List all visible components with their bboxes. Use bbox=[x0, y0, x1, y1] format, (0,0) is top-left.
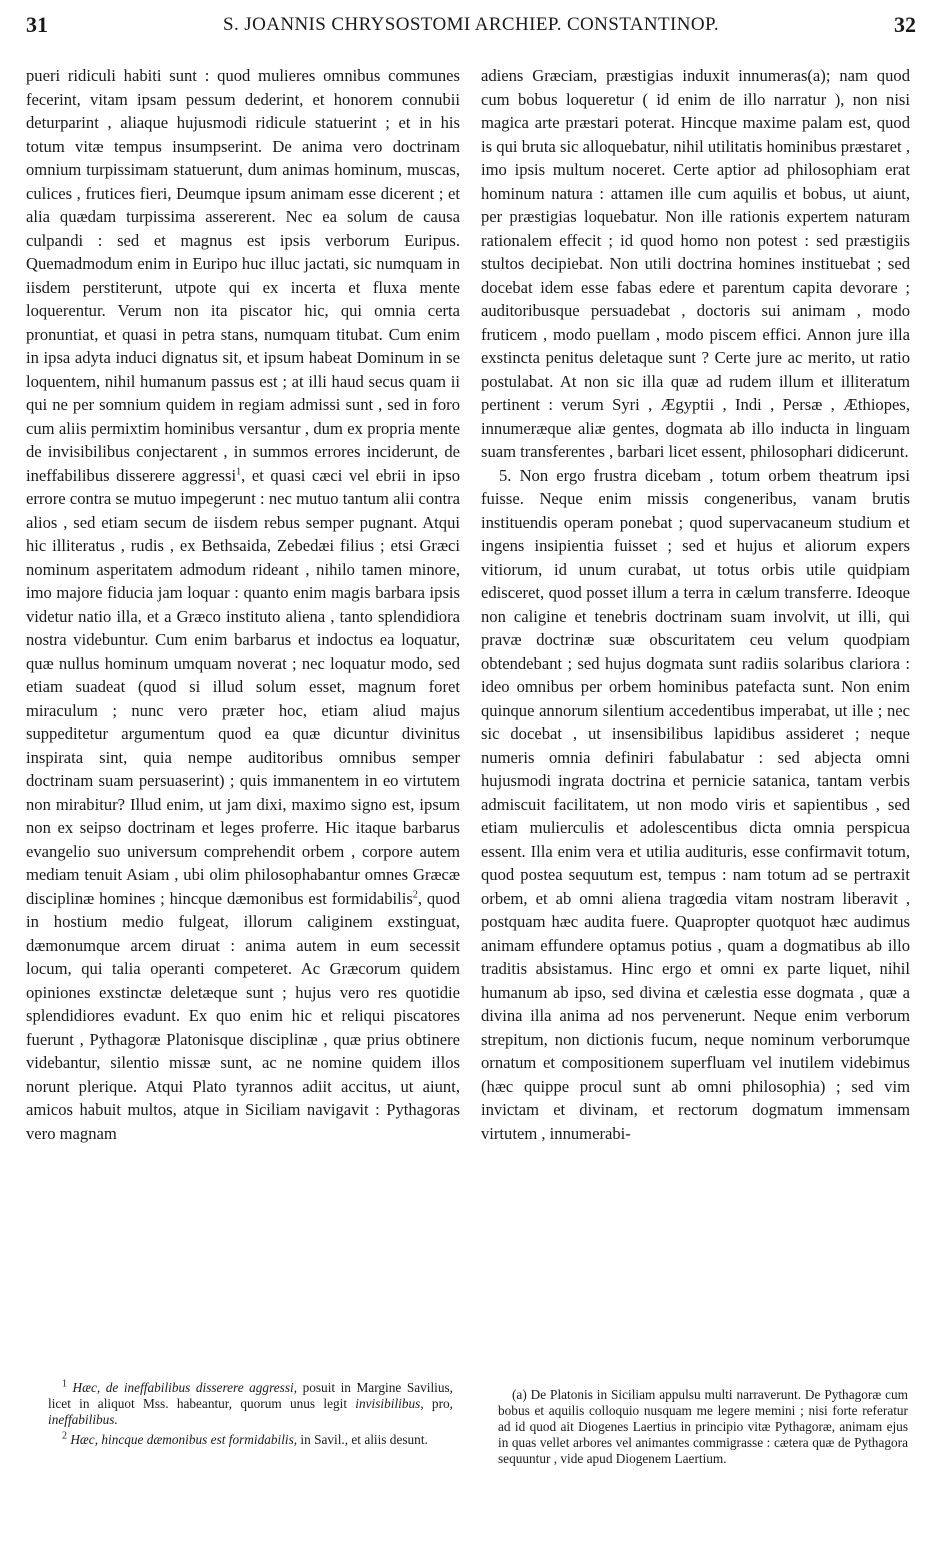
footnote-2-text: in Savil., et aliis desunt. bbox=[297, 1432, 428, 1447]
left-column bbox=[26, 64, 460, 1145]
footnote-1-text: posuit in Margine Savilius, licet in aliquot Mss. habeantur, quorum unus legit bbox=[48, 1380, 453, 1411]
footnote-1-italic-2: invisibilibus, bbox=[347, 1396, 424, 1411]
right-paragraph-2: 5. Non ergo frustra dicebam , totum orbem theatrum ipsi fuisse. Neque enim missis congeneribus, vanam brutis instituendis operam ponebat ; quod supervacaneum studium et ingens insipientia fuisset ; sed et hujus et aliorum expers vitiorum, id unum curabat, ut totus orbis utile quidpiam edisceret, quod posset illum a terra in cælum transferre. Ideoque non caligine et tenebris doctrinam suam involvit, ut illi, qui pravæ doctrinæ suæ obscuritatem ceu velum quodpiam obtendebant ; sed hujus dogmata sunt radiis solaribus clariora : ideo omnibus per orbem hominibus patefacta sunt. Non enim quinque annorum silentium accedentibus imperabat, ut ille ; nec sic docebat , ut insensibilibus lapidibus assideret ; neque numeris omnia definiri fabulabatur : sed abjecta omni hujusmodi ingrata doctrina et pernicie satanica, tantam verbis admiscuit facilitatem, ut non modo viris et sapientibus , sed etiam mulierculis et adolescentibus dicta omnia perspicua essent. Illa enim vera et utilia audituris, esse confirmavit totum, quod postea sequutum est, tempus : nam totum ad se pertraxit orbem, et ab omni aliena tragœdia vitam nostram liberavit , postquam hæc audita fuere. Quapropter quotquot hæc audimus animam effundere optamus potius , quam a dogmatibus ab illo traditis absistamus. Hinc ergo et omni ex parte liquet, nihil humanum ab ipso, sed divina et cælestia esse dogmata , quæ a divina illa anima ad nos pervenerunt. Neque enim verborum strepitum, non dictionis fucum, neque nominum verborumque ornatum et compositionem superfluam vel inutilem videbimus (hæc quippe procul sunt ab omni philosophia) ; sed vim invictam et divinam, et rectorum dogmatum immensam virtutem , innumerabi- bbox=[481, 465, 910, 1143]
left-paragraph bbox=[26, 64, 460, 1145]
running-header bbox=[26, 4, 916, 42]
footnote-2-italic: Hæc, hincque dæmonibus est formidabilis, bbox=[70, 1432, 298, 1447]
footnote-1-text-2: pro, bbox=[423, 1396, 453, 1411]
footnote-ref-2[interactable]: 2 bbox=[412, 888, 418, 900]
running-title: S. JOANNIS CHRYSOSTOMI ARCHIEP. CONSTANTINOP. bbox=[223, 14, 719, 35]
page-number-left: 31 bbox=[26, 12, 48, 37]
left-text-1: pueri ridiculi habiti sunt : quod mulieres omnibus communes fecerint, vitam ipsam pessum dederint, et honorem connubii deturparint , aliaque hujusmodi ridicule statuerint ; et in his totum vitæ tempus insumpserint. De anima vero doctrinam omnium turpissimam statuerunt, dum animas hominum, muscas, culices , frutices fieri, Deumque ipsum animam esse dicerent ; et alia quædam turpissima assererent. Nec ea solum de causa culpandi : sed et magnus est ipsis verborum Euripus. Quemadmodum enim in Euripo huc illuc jactati, sic numquam in iisdem perstiterunt, utpote qui ex incerta et fluxa mente loquerentur. Verum non ita piscator hic, qui omnia certa pronuntiat, et quasi in petra stans, numquam titubat. Cum enim in ipsa adyta induci dignatus sit, et ipsum habeat Dominum in se loquentem, nihil humanum passus est ; at illi haud secus quam ii qui ne per somnium quidem in regiam admissi sunt , sed in foro cum aliis permixtim hominibus versantur , dum ex propria mente de invisibilibus conjectarent , in summos errores inciderunt, de ineffabilibus disserere aggressi bbox=[26, 66, 460, 485]
footnote-ref-1[interactable]: 1 bbox=[236, 465, 242, 477]
footnote-a-text: De Platonis in Siciliam appulsu multi narraverunt. De Pythagoræ cum bobus et aquilis colloquio nusquam me legere memini ; nisi forte referatur ad id quod ait Diogenes Laertius in principio vitæ Pythagoræ, animam ejus in quas vellet arbores vel animantes commigrasse : cætera quæ de Pythagora sequuntur , vide apud Diogenem Laertium. bbox=[498, 1387, 908, 1466]
right-text-2: ; nam quod cum bobus loqueretur ( id enim de illo narratur ), non nisi magica arte præstari poterat. Hincque maxime palam est, quod is qui bruta sic alloquebatur, nihil utilitatis hominibus præstaret , imo ipsis multum noceret. Certe aptior ad philosophiam erat hominum natura : attamen ille cum aquilis et bobus, ut aiunt, per præstigias loquebatur. Non ille rationis expertem naturam rationalem effecit ; id quod homo non potest : sed præstigiis stultos decipiebat. Non utili doctrina homines instituebat ; sed docebat idem esse fabas edere et parentum capita devorare ; auditoribusque persuadebat , doctoris sui animam , modo fruticem , modo puellam , modo piscem effici. Annon jure illa exstincta penitus deletaque sunt ? Certe jure ac merito, ut ratio postulabat. At non sic illa quæ ad rudem illum et illiteratum pertinent : verum Syri , Ægyptii , Indi , Persæ , Æthiopes, innumeræque aliæ gentes, dogmata ab illo inducta in linguam suam transferentes , barbari licet essent, philosophari didicerunt. bbox=[481, 66, 910, 461]
footnote-a bbox=[498, 1387, 908, 1467]
footnote-1-italic-3: ineffabilibus. bbox=[48, 1412, 118, 1427]
left-text-3: , quod in hostium medio fulgeat, illorum caliginem exstinguat, dæmonumque arcem diruat : anima autem in eum secessit locum, qui talia operanti competeret. Ac Græcorum quidem opiniones exstinctæ deletæque sunt ; hujus vero res quotidie splendidiores evadunt. Ex quo enim hic et reliqui piscatores fuerunt , Pythagoræ Platonisque disciplinæ , quæ prius obtinere videbantur, silentio missæ sunt, ac ne nomine quidem illos norunt plerique. Atqui Plato tyrannos adiit accitus, ut aiunt, amicos habuit multos, atque in Siciliam navigavit : Pythagoras vero magnam bbox=[26, 888, 461, 1143]
footnote-ref-a[interactable]: (a) bbox=[807, 66, 826, 85]
page-number-right: 32 bbox=[894, 12, 916, 37]
footnote-1 bbox=[48, 1380, 453, 1428]
right-text-1: adiens Græciam, præstigias induxit innumeras bbox=[481, 66, 808, 85]
right-column bbox=[481, 64, 910, 1145]
footnote-2 bbox=[48, 1432, 453, 1448]
footnote-a-label: (a) bbox=[512, 1387, 527, 1402]
left-text-2: , et quasi cæci vel ebrii in ipso errore contra se mutuo impegerunt : nec mutuo tantum alii contra alios , sed etiam secum de iisdem rebus semper pugnant. Atqui hic illiteratus , rudis , ex Bethsaida, Zebedæi filius ; etsi Græci nominum asperitatem admodum rideant , nihilo tamen minore, imo majore fiducia jam loquar : quanto enim magis barbara ipsis videtur natio illa, et a Græco instituto aliena , tanto splendidiora nostra videbuntur. Cum enim barbarus et indoctus ea loquatur, quæ nullus hominum umquam noverat ; nec loquatur modo, sed etiam suadeat (quod si illud solum esset, magnum foret miraculum ; nunc vero præter hoc, etiam aliud majus suppeditetur argumentum quod ea quæ dicuntur divinitus inspirata sint, quia nempe auditoribus omnibus semper doctrinam suam persuaserint) ; quis immanentem in eo virtutem non mirabitur? Illud enim, ut jam dixi, maximo signo est, ipsum non ex seipso doctrinam et leges proferre. Hic itaque barbarus evangelio suo universum comprehendit orbem , corpore autem mediam tenuit Asiam , ubi olim philosophabantur omnes Græcæ disciplinæ homines ; hincque dæmonibus est formidabilis bbox=[26, 465, 460, 908]
footnotes-left bbox=[48, 1380, 453, 1448]
footnote-2-mark: 2 bbox=[62, 1430, 67, 1442]
footnote-1-italic: Hæc, de ineffabilibus disserere aggressi, bbox=[72, 1380, 298, 1395]
right-paragraph-1 bbox=[481, 64, 910, 464]
footnote-1-mark: 1 bbox=[62, 1378, 67, 1390]
